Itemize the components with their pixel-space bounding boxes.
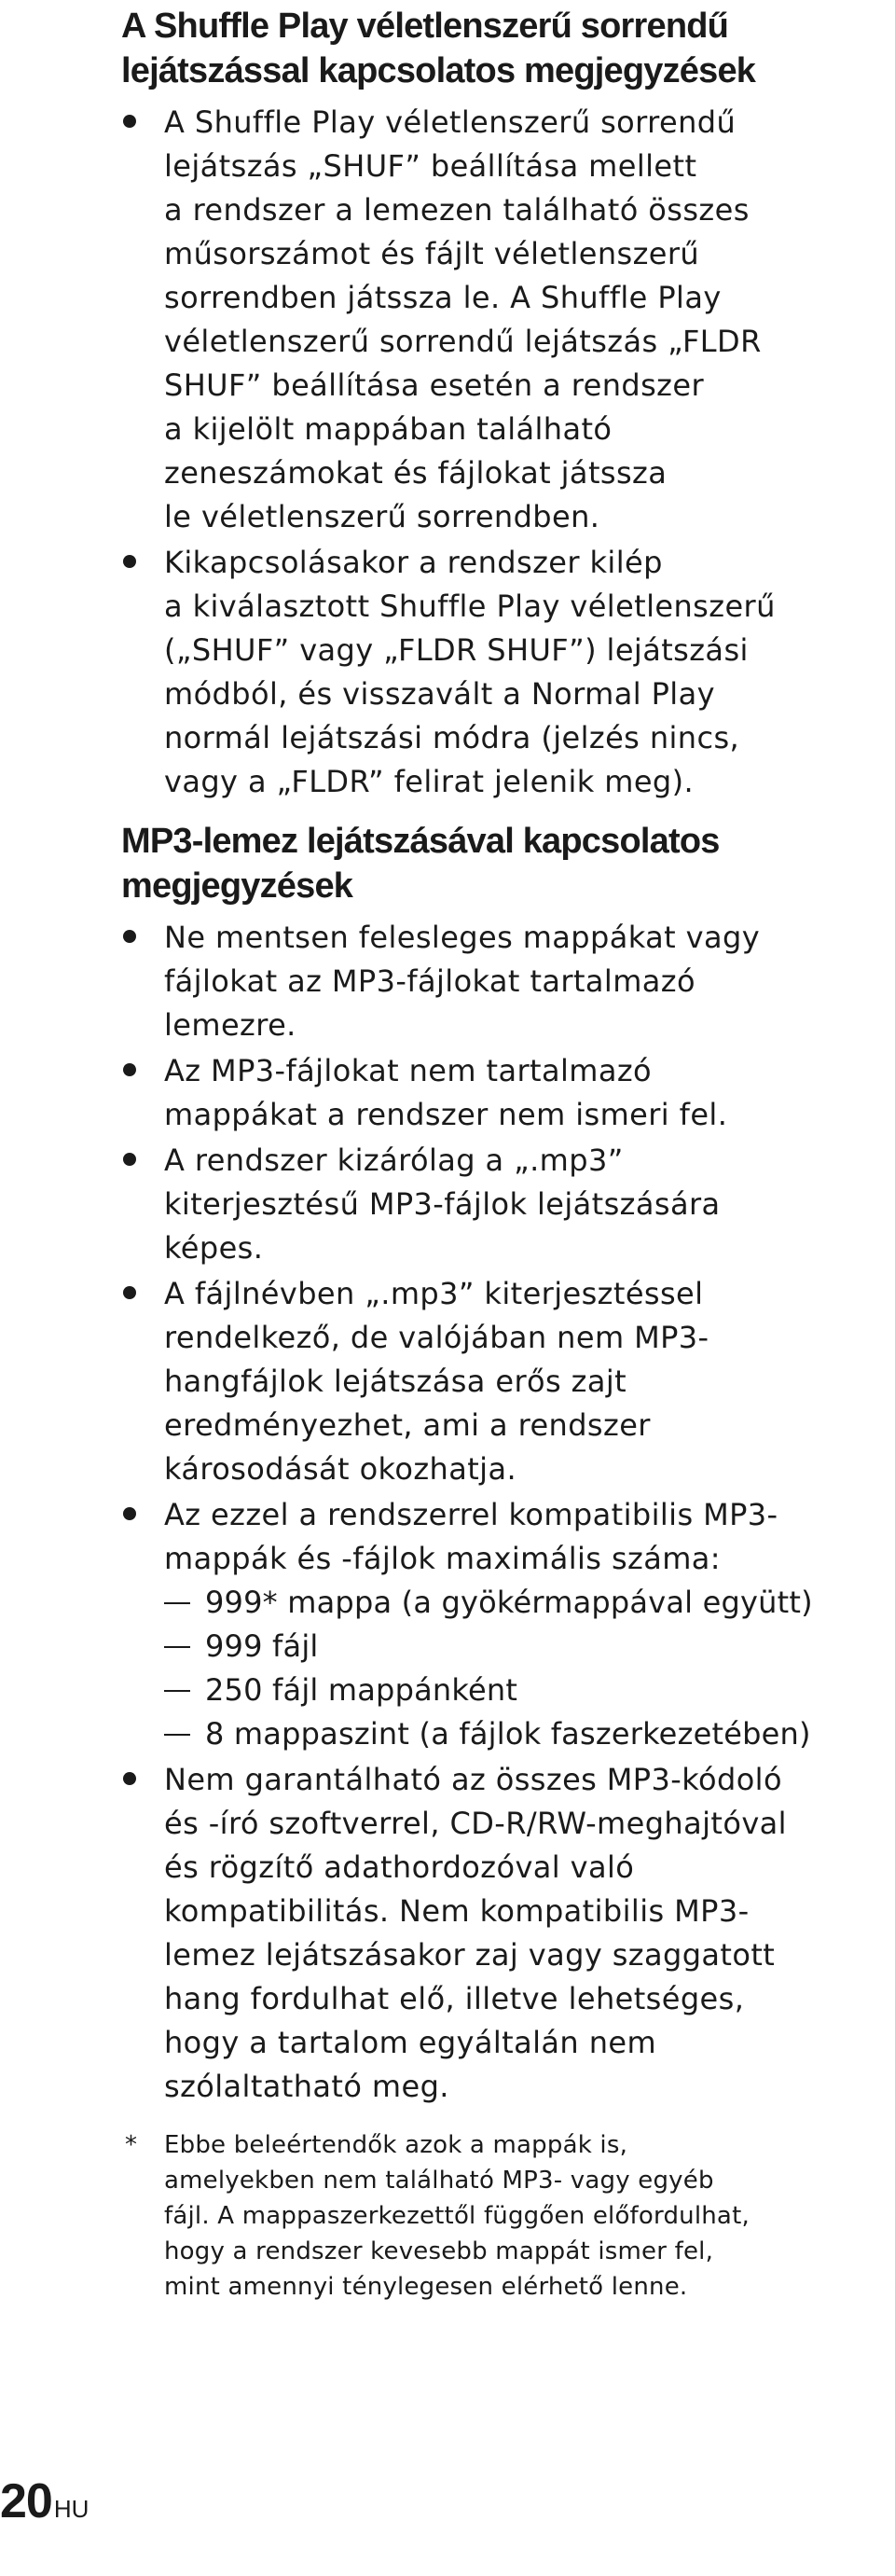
heading-line: MP3-lemez lejátszásával kapcsolatos bbox=[121, 822, 720, 861]
heading-line: lejátszással kapcsolatos megjegyzések bbox=[121, 51, 756, 90]
text-line: fájlokat az MP3-fájlokat tartalmazó bbox=[164, 963, 695, 999]
text-line: szólaltatható meg. bbox=[164, 2069, 449, 2104]
dash-item: 8 mappaszint (a fájlok faszerkezetében) bbox=[164, 1712, 895, 1756]
bullet-item bbox=[121, 1049, 895, 1137]
bullet-item bbox=[121, 1493, 895, 1756]
text-line: zeneszámokat és fájlokat játssza bbox=[164, 455, 668, 491]
footnote-mark: * bbox=[125, 2131, 138, 2159]
text-line: a kiválasztott Shuffle Play véletlenszerű bbox=[164, 589, 776, 624]
document-page bbox=[121, 0, 895, 2305]
dash-item: 999 fájl bbox=[164, 1625, 895, 1669]
text-line: eredményezhet, ami a rendszer bbox=[164, 1407, 651, 1443]
text-line: le véletlenszerű sorrendben. bbox=[164, 499, 600, 534]
text-line: A fájlnévben „.mp3” kiterjesztéssel bbox=[164, 1276, 704, 1311]
text-line: hogy a tartalom egyáltalán nem bbox=[164, 2025, 657, 2060]
text-line: mappák és -fájlok maximális száma: bbox=[164, 1541, 721, 1576]
section-mp3-notes bbox=[121, 819, 895, 2305]
text-line: („SHUF” vagy „FLDR SHUF”) lejátszási bbox=[164, 632, 749, 668]
text-line: a kijelölt mappában található bbox=[164, 411, 613, 447]
text-line: kiterjesztésű MP3-fájlok lejátszására bbox=[164, 1186, 721, 1222]
text-line: a rendszer a lemezen található összes bbox=[164, 192, 750, 228]
footnote-line: fájl. A mappaszerkezettől függően előfordulhat, bbox=[164, 2202, 750, 2230]
footnote-line: amelyekben nem található MP3- vagy egyéb bbox=[164, 2167, 714, 2195]
text-line: normál lejátszási módra (jelzés nincs, bbox=[164, 720, 740, 755]
footnote-line: Ebbe beleértendők azok a mappák is, bbox=[164, 2131, 628, 2159]
bullet-item bbox=[121, 1272, 895, 1491]
page-language-code: HU bbox=[53, 2495, 90, 2523]
section-heading-shuffle bbox=[121, 0, 895, 93]
bullet-item bbox=[121, 1758, 895, 2109]
page-number-value: 20 bbox=[0, 2474, 52, 2528]
dash-item: 250 fájl mappánként bbox=[164, 1669, 895, 1712]
text-line: Nem garantálható az összes MP3-kódoló bbox=[164, 1762, 782, 1797]
section-heading-mp3 bbox=[121, 819, 895, 908]
text-line: mappákat a rendszer nem ismeri fel. bbox=[164, 1097, 728, 1132]
text-line: módból, és visszavált a Normal Play bbox=[164, 676, 715, 712]
bullet-item bbox=[121, 101, 895, 539]
text-line: SHUF” beállítása esetén a rendszer bbox=[164, 367, 705, 403]
text-line: lemez lejátszásakor zaj vagy szaggatott bbox=[164, 1937, 776, 1973]
dash-item: 999* mappa (a gyökérmappával együtt) bbox=[164, 1581, 895, 1625]
text-line: és -író szoftverrel, CD-R/RW-meghajtóval bbox=[164, 1806, 787, 1841]
text-line: Az ezzel a rendszerrel kompatibilis MP3- bbox=[164, 1497, 778, 1532]
text-line: Az MP3-fájlokat nem tartalmazó bbox=[164, 1053, 653, 1088]
section-shuffle-notes bbox=[121, 0, 895, 804]
bullet-list bbox=[121, 101, 895, 804]
text-line: sorrendben játssza le. A Shuffle Play bbox=[164, 280, 722, 315]
page-number bbox=[0, 2473, 89, 2529]
heading-line: A Shuffle Play véletlenszerű sorrendű bbox=[121, 7, 729, 46]
text-line: képes. bbox=[164, 1230, 264, 1266]
text-line: A Shuffle Play véletlenszerű sorrendű bbox=[164, 104, 737, 140]
text-line: hang fordulhat elő, illetve lehetséges, bbox=[164, 1981, 745, 2016]
bullet-item bbox=[121, 1139, 895, 1270]
bullet-list bbox=[121, 916, 895, 2109]
text-line: vagy a „FLDR” felirat jelenik meg). bbox=[164, 764, 695, 799]
text-line: műsorszámot és fájlt véletlenszerű bbox=[164, 236, 700, 271]
bullet-item bbox=[121, 916, 895, 1047]
dash-list bbox=[164, 1581, 895, 1756]
footnote bbox=[121, 2127, 895, 2305]
footnote-line: mint amennyi ténylegesen elérhető lenne. bbox=[164, 2273, 688, 2301]
text-line: károsodását okozhatja. bbox=[164, 1451, 517, 1487]
text-line: véletlenszerű sorrendű lejátszás „FLDR bbox=[164, 324, 762, 359]
text-line: lejátszás „SHUF” beállítása mellett bbox=[164, 148, 697, 184]
text-line: A rendszer kizárólag a „.mp3” bbox=[164, 1143, 624, 1178]
text-line: hangfájlok lejátszása erős zajt bbox=[164, 1364, 627, 1399]
text-line: Kikapcsolásakor a rendszer kilép bbox=[164, 545, 663, 580]
footnote-line: hogy a rendszer kevesebb mappát ismer fel, bbox=[164, 2237, 714, 2265]
heading-line: megjegyzések bbox=[121, 866, 353, 906]
text-line: és rögzítő adathordozóval való bbox=[164, 1849, 635, 1885]
text-line: rendelkező, de valójában nem MP3- bbox=[164, 1320, 709, 1355]
text-line: lemezre. bbox=[164, 1007, 296, 1043]
text-line: kompatibilitás. Nem kompatibilis MP3- bbox=[164, 1893, 750, 1929]
text-line: Ne mentsen felesleges mappákat vagy bbox=[164, 920, 761, 955]
bullet-item bbox=[121, 541, 895, 804]
